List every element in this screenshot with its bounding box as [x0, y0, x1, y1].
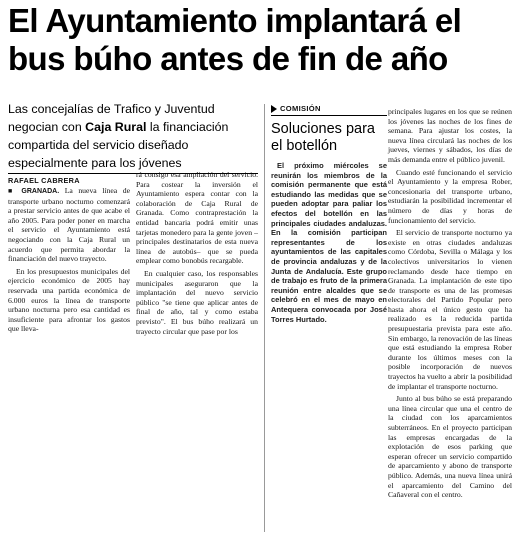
paragraph	[8, 186, 130, 264]
sidebar-box	[264, 104, 387, 532]
triangle-bullet-icon	[271, 105, 277, 113]
subheadline	[8, 100, 258, 172]
dateline: ■ GRANADA.	[8, 188, 60, 195]
byline: RAFAEL CABRERA	[8, 173, 258, 185]
subhead-highlight: Caja Rural	[85, 120, 147, 134]
paragraph-text: La nueva línea de transporte urbano nocturno comenzará a prestar servicio antes de que acabe el año 2005. Para poder poner en marcha el servicio el Ayuntamiento está negociando con la Caja Rural un acuerdo que permita abordar la financiación del nuevo trayecto.	[8, 186, 130, 264]
sidebar-tag	[271, 104, 387, 116]
paragraph: En cualquier caso, los responsables municipales aseguraron que la implantación del nuevo servicio público "se tiene que aplicar antes de final de año, tal y como estaba previsto". El bus búho realizará un trayecto circular que pase por los	[136, 268, 258, 336]
subhead-part-3: la financiación compartida del servicio diseñado especialmente para los jóvenes	[8, 120, 229, 170]
paragraph: Cuando esté funcionando el servicio el Ayuntamiento y la empresa Rober, concesionaria del transporte urbano, estudiarán la posibilidad incrementar el número de días y horas de funcionamiento del servicio.	[388, 167, 512, 225]
article-column-1	[8, 186, 130, 337]
sidebar-tag-label: COMISIÓN	[280, 104, 321, 113]
headline: El Ayuntamiento implantará el bus búho antes de fin de año	[8, 2, 462, 77]
paragraph: rá consigo esa ampliación del servicio. Para costear la inversión el Ayuntamiento espera contar con la colaboración de Caja Rural de Granada. Como contraprestación la entidad bancaria podrá emitir unas tarjetas monedero para la gente joven –principales destinatarios de esta nueva línea de autobús– que se pueda emplear como bonobús recargable.	[136, 170, 258, 266]
article-column-2	[136, 170, 258, 339]
paragraph: El próximo miércoles se reunirán los miembros de la comisión permanente que está estudiando las medidas que se pueden adoptar para paliar los efectos del botellón en las principales ciudades andaluzas. En la comisión participan representantes de los ayuntamientos de las capitales de provincia andaluzas y de la Junta de Andalucía. Este grupo de trabajo es fruto de la primera reunión entre alcaldes que se celebró en el mes de mayo en Antequera convocada por José Torres Hurtado.	[271, 161, 387, 324]
paragraph: principales lugares en los que se reúnen los jóvenes las noches de los fines de semana. Para ajustar los costes, la nueva línea circulará las noches de los jueves, viernes y sábados, los días de más demanda entre el público juvenil.	[388, 107, 512, 164]
sidebar-body	[271, 161, 387, 324]
sidebar-title: Soluciones para el botellón	[271, 121, 375, 154]
paragraph: Junto al bus búho se está preparando una línea circular que una el centro de la ciudad con los aparcamientos subterráneos. En el proyecto participan las empresas encargadas de la explotación de esos parking que esperan ofrecer un servicio compartido de aparcamiento y abono de transporte público. Además, una nueva línea unirá el aparcamiento del Camino del Cañaveral con el centro.	[388, 394, 512, 500]
paragraph: El servicio de transporte nocturno ya existe en otras ciudades andaluzas como Córdoba, Sevilla o Málaga y los colectivos universitarios lo vienen reclamando desde hace tiempo en Granada. La implantación de este tipo de transporte es una de las promesas electorales del Partido Popular pero hasta ahora el único gesto que ha realizado es la reducida partida presupuestaria prevista para este año. Sin embargo, la renovación de las líneas que está estudiando la empresa Rober durante los últimos meses con la posible incorporación de nuevos trayectos ha vuelto a abrir la posibilidad de implantar el transporte nocturno.	[388, 228, 512, 391]
paragraph: En los presupuestos municipales del ejercicio económico de 2005 hay reservada una partida económica de 6.000 euros la línea de transporte urbano nocturna pero esa cantidad es insuficiente para afrontar los gastos que lleva-	[8, 266, 130, 334]
article-column-4	[388, 107, 512, 503]
subhead-part-1: Las concejalías de Trafico y Juventud negocian con	[8, 102, 215, 134]
